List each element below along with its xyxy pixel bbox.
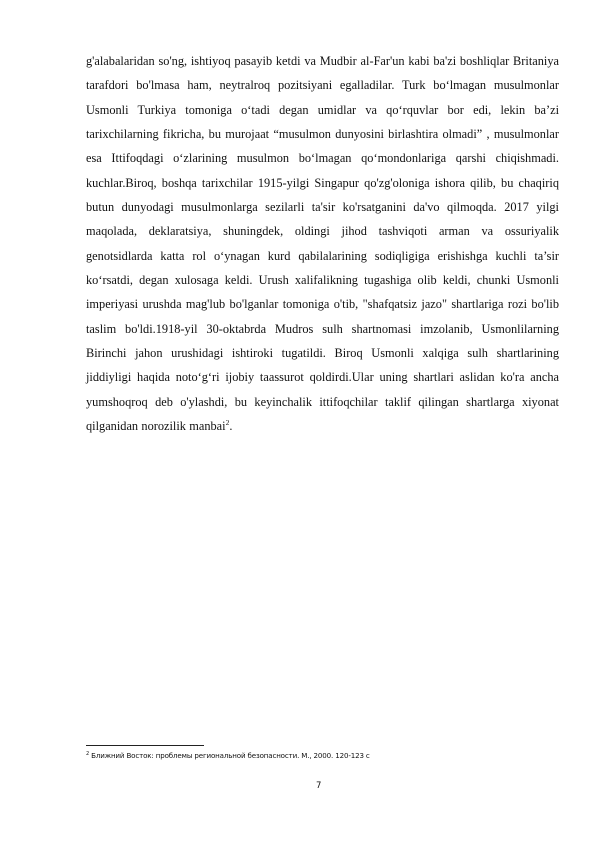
footnote-separator <box>86 745 204 746</box>
footnote-reference[interactable]: 2 <box>225 418 230 428</box>
footnote-marker: 2 <box>86 751 90 757</box>
body-paragraph <box>86 49 559 439</box>
paragraph-end: . <box>229 419 233 434</box>
page-number: 7 <box>316 781 322 791</box>
footnote <box>86 750 556 762</box>
paragraph-text: g'alabalaridan so'ng, ishtiyoq pasayib ketdi va Mudbir al-Far'un kabi ba'zi boshliqlar Britaniya tarafdori bo'lmasa ham, neytralroq pozitsiyani egalladilar. Turk bo‘lmagan musulmonlar Usmonli Turkiya tomoniga o‘tadi degan umidlar va qo‘rquvlar bor edi, lekin ba’zi tarixchilarning fikricha, bu murojaat “musulmon dunyosini birlashtira olmadi” , musulmonlar esa Ittifoqdagi o‘zlarining musulmon bo‘lmagan qo‘mondonlariga qarshi chiqishmadi. kuchlar.Biroq, boshqa tarixchilar 1915-yilgi Singapur qo'zg'oloniga ishora qilib, bu chaqiriq butun dunyodagi musulmonlarga sezilarli ta'sir ko'rsatganini da'vo qilmoqda. 2017 yilgi maqolada, deklaratsiya, shuningdek, oldingi jihod tashviqoti arman va ossuriyalik genotsidlarda katta rol o‘ynagan kurd qabilalarining sodiqligiga erishishga kuchli ta’sir ko‘rsatdi, degan xulosaga keldi. Urush xalifalikning tugashiga olib keldi, chunki Usmonli imperiyasi urushda mag'lub bo'lganlar tomoniga o'tib, "shafqatsiz jazo" shartlariga rozi bo'lib taslim bo'ldi.1918-yil 30-oktabrda Mudros sulh shartnomasi imzolanib, Usmonlilarning Birinchi jahon urushidagi ishtiroki tugatildi. Biroq Usmonli xalqiga sulh shartlarining jiddiyligi haqida noto‘g‘ri ijobiy taassurot qoldirdi.Ular uning shartlari aslidan ko'ra ancha yumshoqroq deb o'ylashdi, bu keyinchalik ittifoqchilar taklif qilingan shartlarga xiyonat qilganidan norozilik manbai <box>86 54 559 434</box>
footnote-text: Ближний Восток: проблемы региональной безопасности. М., 2000. 120-123 с <box>89 751 370 760</box>
